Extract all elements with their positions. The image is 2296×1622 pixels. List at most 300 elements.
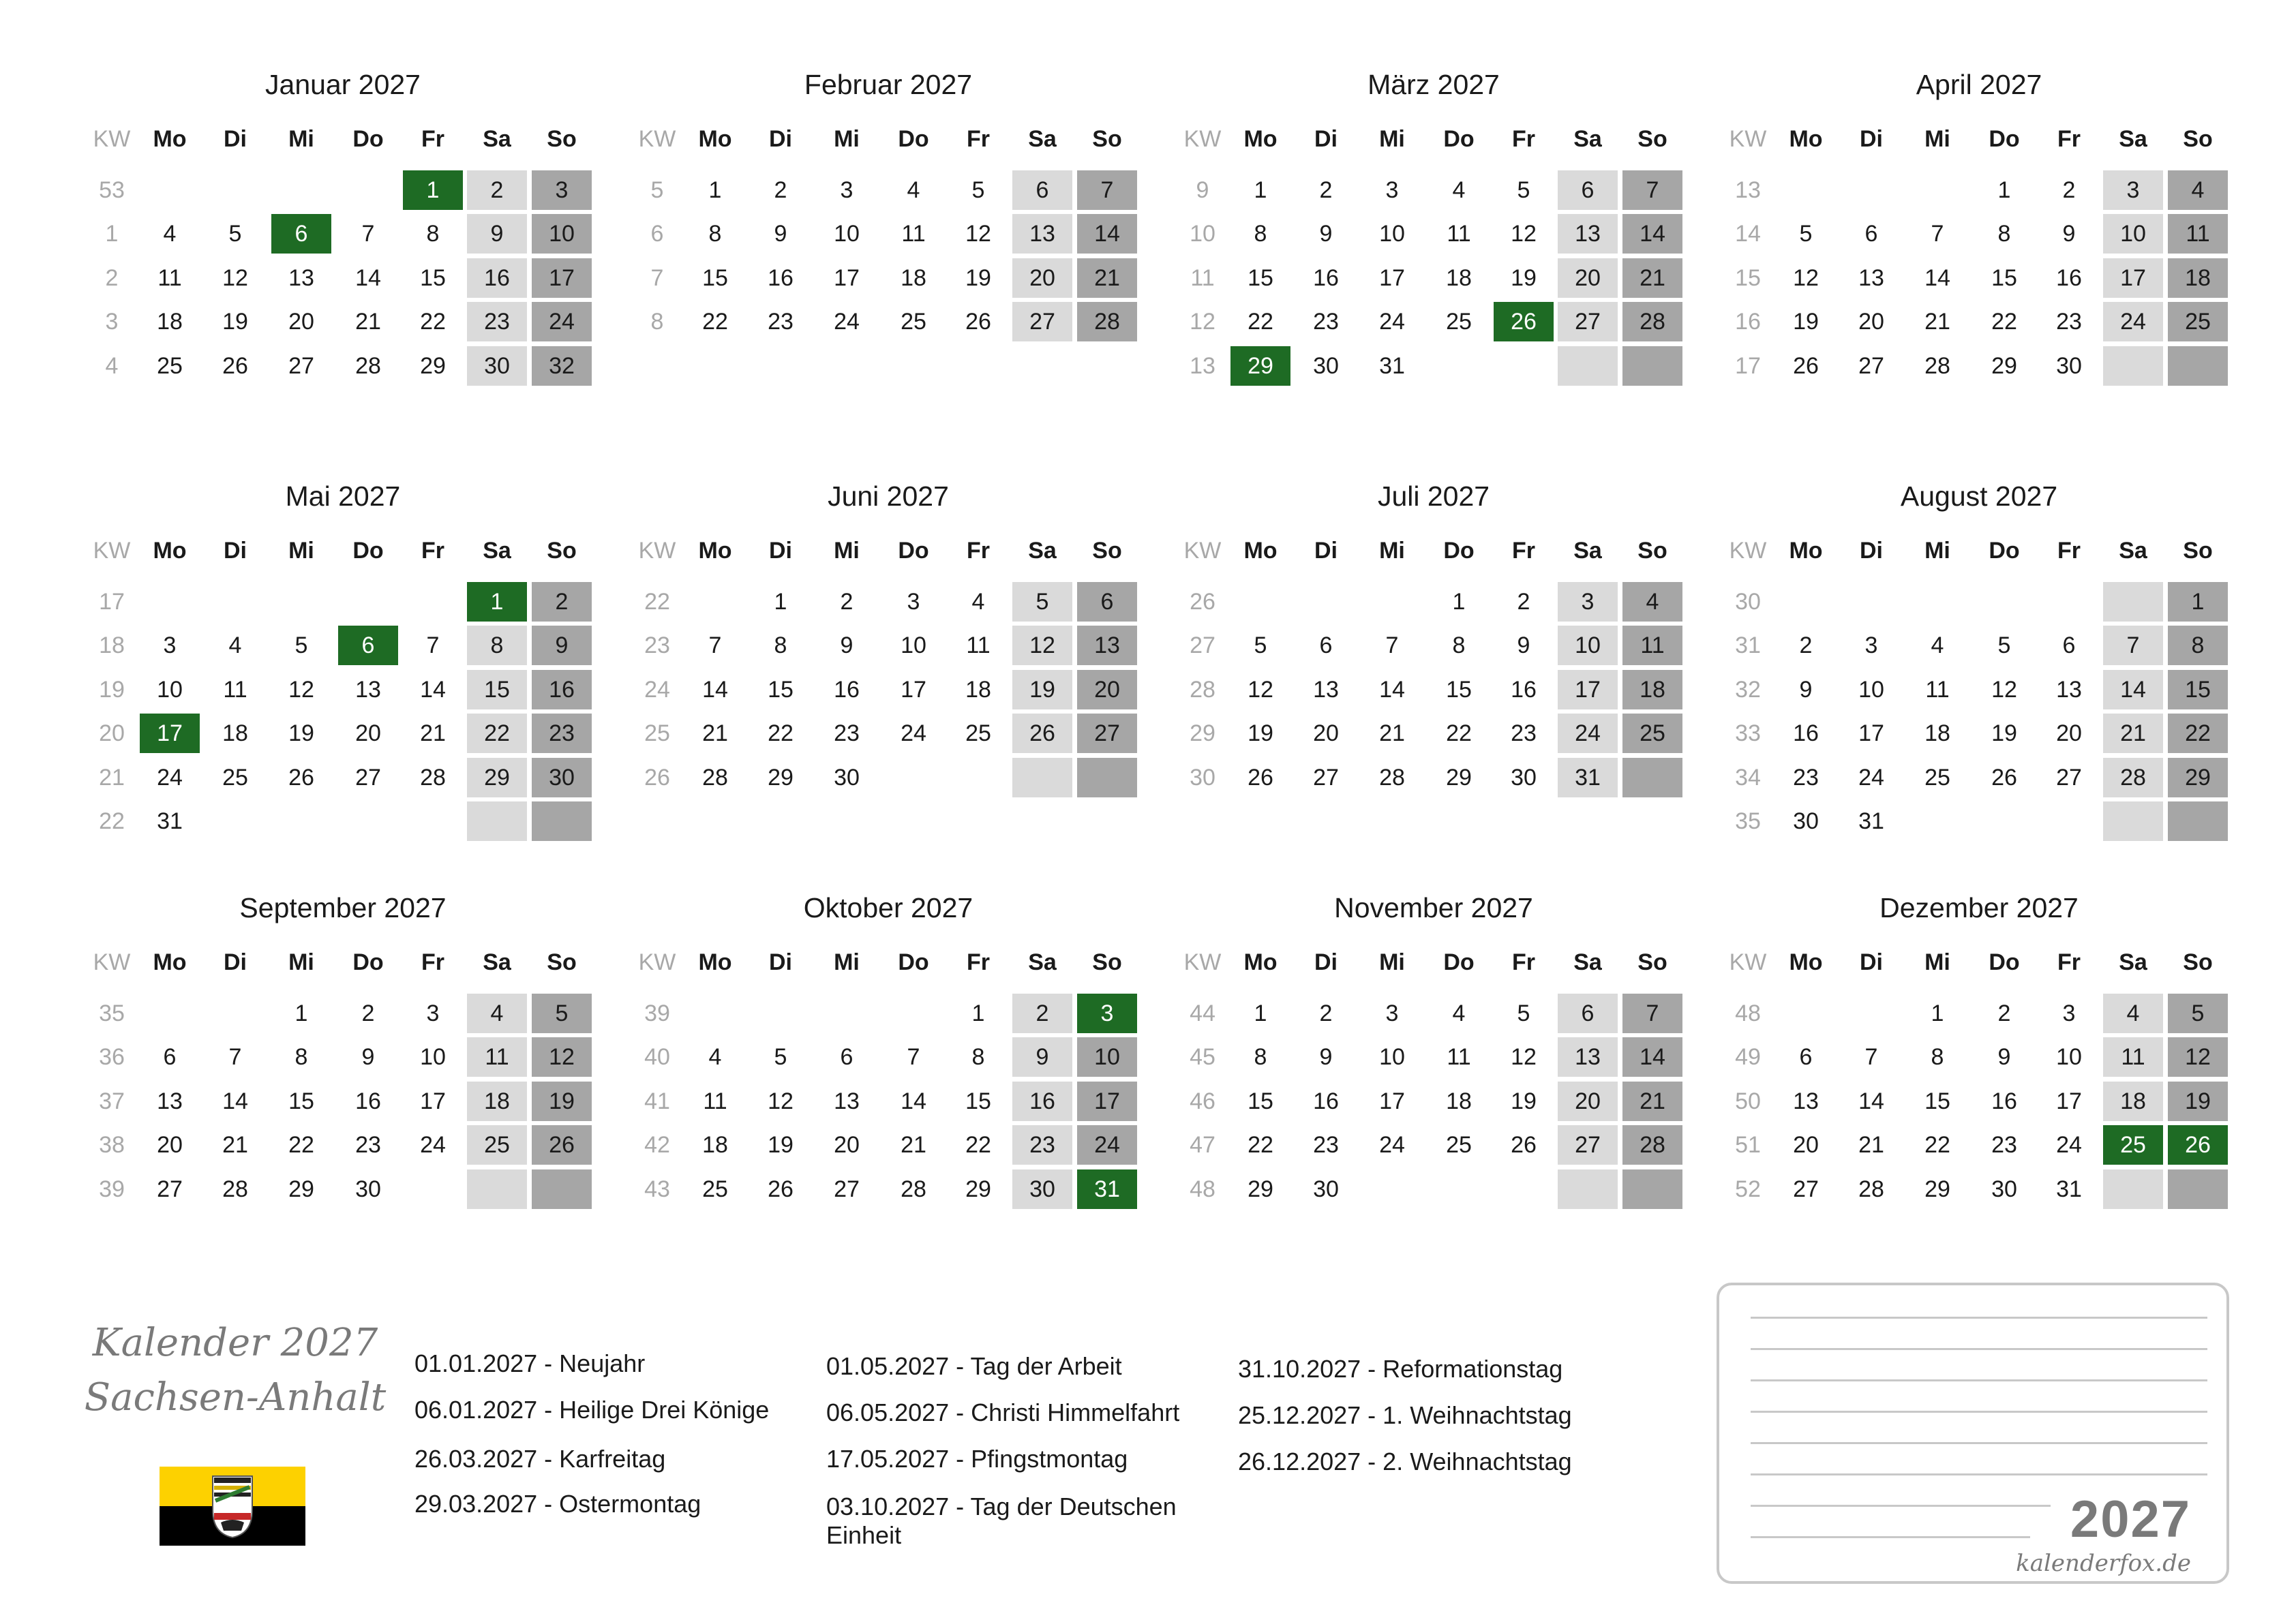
day-cell: 30	[532, 758, 592, 797]
notes-box	[1717, 1283, 2229, 1584]
weekday-header: So	[2183, 538, 2213, 564]
day-cell: 23	[532, 714, 592, 753]
weekday-header: Sa	[2119, 538, 2147, 564]
day-cell: 26	[532, 1125, 592, 1165]
day-cell: 18	[1924, 720, 1950, 747]
day-cell: 28	[420, 764, 446, 791]
day-cell: 23	[1511, 720, 1537, 747]
day-cell: 23	[1012, 1125, 1072, 1165]
week-number: 2	[105, 264, 119, 291]
day-cell: 22	[768, 720, 794, 747]
day-cell: 17	[1379, 1088, 1405, 1114]
day-cell: 24	[1077, 1125, 1137, 1165]
week-number: 41	[644, 1088, 670, 1114]
week-number: 39	[644, 1000, 670, 1026]
day-cell: 20	[1558, 1082, 1618, 1121]
holiday-item: 26.12.2027 - 2. Weihnachtstag	[1238, 1448, 1572, 1475]
weekday-header: Di	[769, 126, 792, 152]
week-number-header: KW	[93, 538, 131, 564]
day-cell: 21	[2103, 714, 2163, 753]
day-cell: 28	[702, 764, 728, 791]
day-cell: 6	[1319, 632, 1333, 659]
day-cell: 16	[1991, 1088, 2017, 1114]
day-cell: 21	[1379, 720, 1405, 747]
day-cell: 9	[532, 626, 592, 665]
weekday-header: Mi	[834, 126, 860, 152]
day-cell: 29	[1248, 1176, 1273, 1202]
weekday-header: Mi	[1924, 538, 1950, 564]
day-cell: 24	[1858, 764, 1884, 791]
week-number-header: KW	[1183, 538, 1222, 564]
day-cell: 17	[1379, 264, 1405, 291]
day-cell: 21	[1077, 258, 1137, 298]
day-cell: 18	[1446, 264, 1472, 291]
day-cell: 23	[768, 309, 794, 335]
week-number-header: KW	[1729, 949, 1767, 975]
day-cell: 27	[1793, 1176, 1819, 1202]
day-cell: 29	[1924, 1176, 1950, 1202]
day-cell: 9	[840, 632, 854, 659]
day-cell: 24	[532, 302, 592, 341]
week-number: 3	[105, 309, 119, 335]
day-cell: 14	[420, 676, 446, 703]
note-line	[1751, 1442, 2207, 1444]
month-block	[1717, 477, 2241, 859]
day-cell: 8	[708, 221, 722, 247]
week-number: 18	[99, 632, 125, 659]
day-cell: 3	[2062, 1000, 2076, 1026]
note-site: kalenderfox.de	[2016, 1550, 2191, 1577]
day-cell: 28	[355, 352, 381, 379]
day-cell: 26	[288, 764, 314, 791]
day-cell: 12	[1511, 1044, 1537, 1071]
month-title: Dezember 2027	[1879, 892, 2079, 923]
day-cell: 10	[2103, 214, 2163, 254]
day-cell: 1	[1254, 1000, 1267, 1026]
day-cell: 21	[1622, 1082, 1682, 1121]
day-cell: 3	[1385, 1000, 1399, 1026]
day-cell: 28	[1622, 1125, 1682, 1165]
weekday-header: Mi	[288, 538, 314, 564]
day-cell: 3	[1558, 582, 1618, 622]
calendar-title-line1: Kalender 2027	[92, 1321, 378, 1365]
weekday-header: Fr	[421, 949, 444, 975]
weekday-header: Sa	[483, 949, 511, 975]
holiday-item: 06.05.2027 - Christi Himmelfahrt	[826, 1398, 1180, 1426]
day-cell: 2	[2062, 177, 2076, 203]
day-cell: 21	[222, 1132, 248, 1159]
day-cell: 24	[1379, 309, 1405, 335]
day-cell: 7	[1077, 170, 1137, 210]
day-cell: 10	[2056, 1044, 2082, 1071]
month-title: Januar 2027	[265, 69, 421, 100]
weekday-header: Mo	[153, 126, 187, 152]
day-cell: 5	[532, 994, 592, 1033]
day-cell: 17	[1077, 1082, 1137, 1121]
footer	[0, 1227, 2296, 1622]
day-cell: 9	[774, 221, 787, 247]
day-cell: 14	[222, 1088, 248, 1114]
day-cell: 13	[1558, 1037, 1618, 1077]
day-cell: 21	[1622, 258, 1682, 298]
day-cell: 24	[420, 1132, 446, 1159]
weekday-header: So	[1637, 126, 1667, 152]
week-number: 15	[1735, 264, 1761, 291]
day-cell: 2	[1517, 589, 1530, 615]
weekday-header: Mi	[1924, 126, 1950, 152]
day-cell: 15	[2168, 670, 2228, 709]
day-cell: 12	[1511, 221, 1537, 247]
weekday-header: Fr	[1512, 538, 1535, 564]
day-cell: 5	[774, 1044, 787, 1071]
day-cell: 2	[1799, 632, 1813, 659]
week-number: 8	[650, 309, 664, 335]
day-cell: 31	[1858, 808, 1884, 834]
week-number: 34	[1735, 764, 1761, 791]
day-cell: 13	[834, 1088, 860, 1114]
day-cell: 23	[2056, 309, 2082, 335]
day-cell: 4	[708, 1044, 722, 1071]
day-cell: 11	[901, 221, 926, 247]
day-cell: 12	[965, 221, 991, 247]
sachsen-anhalt-flag-icon	[160, 1467, 305, 1546]
weekday-header: Sa	[2119, 126, 2147, 152]
week-number: 49	[1735, 1044, 1761, 1071]
weekday-header: Do	[352, 126, 384, 152]
day-cell: 29	[1446, 764, 1472, 791]
month-title: Oktober 2027	[803, 892, 973, 923]
day-cell: 23	[467, 302, 527, 341]
day-cell: 22	[420, 309, 446, 335]
day-cell: 7	[1622, 994, 1682, 1033]
day-cell: 22	[702, 309, 728, 335]
day-cell: 20	[834, 1132, 860, 1159]
week-number: 37	[99, 1088, 125, 1114]
week-number: 13	[1190, 352, 1215, 379]
weekday-header: So	[1092, 538, 1122, 564]
day-cell: 6	[163, 1044, 177, 1071]
day-cell: 14	[1379, 676, 1405, 703]
week-number: 1	[105, 221, 119, 247]
week-number: 26	[644, 764, 670, 791]
day-cell: 5	[971, 177, 985, 203]
day-cell: 2	[1997, 1000, 2011, 1026]
day-cell: 17	[420, 1088, 446, 1114]
empty-day-cell	[2103, 1169, 2163, 1209]
week-number: 27	[1190, 632, 1215, 659]
week-number: 14	[1735, 221, 1761, 247]
day-cell: 19	[1793, 309, 1819, 335]
day-cell: 10	[532, 214, 592, 254]
month-block	[1171, 477, 1696, 859]
empty-day-cell	[1558, 346, 1618, 386]
note-line	[1751, 1505, 2051, 1507]
day-cell: 28	[1622, 302, 1682, 341]
week-number: 12	[1190, 309, 1215, 335]
day-cell: 16	[834, 676, 860, 703]
week-number: 28	[1190, 676, 1215, 703]
day-cell: 14	[702, 676, 728, 703]
weekday-header: Sa	[1028, 949, 1057, 975]
day-cell: 3	[1864, 632, 1878, 659]
day-cell: 8	[1452, 632, 1466, 659]
day-cell: 20	[1313, 720, 1339, 747]
week-number: 42	[644, 1132, 670, 1159]
day-cell: 22	[467, 714, 527, 753]
note-year: 2027	[2070, 1490, 2191, 1548]
day-cell: 28	[1379, 764, 1405, 791]
month-block	[1717, 65, 2241, 447]
day-cell: 8	[1254, 1044, 1267, 1071]
day-cell: 30	[1313, 352, 1339, 379]
day-cell: 16	[355, 1088, 381, 1114]
day-cell: 2	[361, 1000, 375, 1026]
week-number: 35	[1735, 808, 1761, 834]
weekday-header: Fr	[1512, 126, 1535, 152]
day-cell: 18	[2103, 1082, 2163, 1121]
day-cell: 19	[222, 309, 248, 335]
day-cell: 19	[1991, 720, 2017, 747]
week-number: 7	[650, 264, 664, 291]
day-cell: 31	[2056, 1176, 2082, 1202]
weekday-header: Do	[1989, 126, 2020, 152]
day-cell: 20	[1793, 1132, 1819, 1159]
calendar-title-line2: Sachsen-Anhalt	[84, 1375, 387, 1420]
day-cell: 26	[2168, 1125, 2228, 1165]
week-number-header: KW	[1183, 949, 1222, 975]
day-cell: 21	[1924, 309, 1950, 335]
weekday-header: Mi	[1379, 949, 1405, 975]
day-cell: 19	[1012, 670, 1072, 709]
week-number: 43	[644, 1176, 670, 1202]
day-cell: 6	[1864, 221, 1878, 247]
weekday-header: Fr	[967, 538, 990, 564]
day-cell: 20	[1558, 258, 1618, 298]
month-block	[1171, 889, 1696, 1270]
weekday-header: Di	[1314, 949, 1338, 975]
week-number-header: KW	[638, 126, 676, 152]
day-cell: 3	[840, 177, 854, 203]
week-number: 47	[1190, 1132, 1215, 1159]
weekday-header: So	[1092, 126, 1122, 152]
day-cell: 11	[2168, 214, 2228, 254]
day-cell: 30	[1793, 808, 1819, 834]
day-cell: 22	[1924, 1132, 1950, 1159]
weekday-header: Do	[1989, 949, 2020, 975]
day-cell: 15	[467, 670, 527, 709]
day-cell: 29	[288, 1176, 314, 1202]
day-cell: 26	[1793, 352, 1819, 379]
week-number: 16	[1735, 309, 1761, 335]
day-cell: 8	[1997, 221, 2011, 247]
day-cell: 22	[1248, 309, 1273, 335]
day-cell: 2	[467, 170, 527, 210]
holiday-item: 03.10.2027 - Tag der Deutschen Einheit	[826, 1493, 1177, 1549]
empty-day-cell	[1012, 758, 1072, 797]
weekday-header: Sa	[1028, 126, 1057, 152]
day-cell: 9	[1319, 1044, 1333, 1071]
day-cell: 1	[403, 170, 463, 210]
day-cell: 27	[157, 1176, 183, 1202]
day-cell: 17	[1858, 720, 1884, 747]
week-number: 48	[1735, 1000, 1761, 1026]
day-cell: 3	[1077, 994, 1137, 1033]
day-cell: 10	[1077, 1037, 1137, 1077]
day-cell: 5	[1517, 177, 1530, 203]
week-number: 17	[1735, 352, 1761, 379]
day-cell: 13	[2056, 676, 2082, 703]
month-title: Juni 2027	[828, 480, 949, 512]
weekday-header: Sa	[483, 538, 511, 564]
weekday-header: So	[2183, 949, 2213, 975]
week-number-header: KW	[1729, 126, 1767, 152]
day-cell: 27	[1558, 1125, 1618, 1165]
empty-day-cell	[1622, 1169, 1682, 1209]
empty-day-cell	[532, 1169, 592, 1209]
day-cell: 6	[1558, 170, 1618, 210]
day-cell: 16	[1012, 1082, 1072, 1121]
weekday-header: Do	[898, 126, 929, 152]
day-cell: 4	[1931, 632, 1944, 659]
month-title: April 2027	[1916, 69, 2042, 100]
day-cell: 4	[2168, 170, 2228, 210]
week-number: 26	[1190, 589, 1215, 615]
day-cell: 17	[2056, 1088, 2082, 1114]
day-cell: 31	[1379, 352, 1405, 379]
week-number: 22	[644, 589, 670, 615]
day-cell: 5	[1799, 221, 1813, 247]
day-cell: 9	[1517, 632, 1530, 659]
day-cell: 9	[467, 214, 527, 254]
weekday-header: Sa	[2119, 949, 2147, 975]
day-cell: 8	[774, 632, 787, 659]
weekday-header: Fr	[967, 949, 990, 975]
day-cell: 4	[2103, 994, 2163, 1033]
day-cell: 20	[1858, 309, 1884, 335]
day-cell: 25	[702, 1176, 728, 1202]
day-cell: 25	[2103, 1125, 2163, 1165]
day-cell: 31	[1558, 758, 1618, 797]
weekday-header: Mi	[1379, 538, 1405, 564]
day-cell: 25	[1924, 764, 1950, 791]
month-title: November 2027	[1334, 892, 1533, 923]
week-number: 25	[644, 720, 670, 747]
weekday-header: Fr	[421, 538, 444, 564]
day-cell: 11	[1447, 221, 1471, 247]
day-cell: 5	[1997, 632, 2011, 659]
empty-day-cell	[2103, 582, 2163, 622]
day-cell: 3	[2103, 170, 2163, 210]
day-cell: 27	[1858, 352, 1884, 379]
day-cell: 30	[1511, 764, 1537, 791]
weekday-header: So	[1637, 949, 1667, 975]
day-cell: 21	[702, 720, 728, 747]
weekday-header: Di	[1860, 126, 1883, 152]
day-cell: 15	[1924, 1088, 1950, 1114]
weekday-header: Mi	[1379, 126, 1405, 152]
day-cell: 8	[426, 221, 440, 247]
week-number: 17	[99, 589, 125, 615]
weekday-header: So	[547, 538, 577, 564]
day-cell: 26	[222, 352, 248, 379]
weekday-header: Do	[1443, 949, 1475, 975]
weekday-header: Fr	[2057, 538, 2081, 564]
month-title: März 2027	[1368, 69, 1500, 100]
day-cell: 16	[1313, 1088, 1339, 1114]
day-cell: 2	[1319, 177, 1333, 203]
day-cell: 1	[971, 1000, 985, 1026]
day-cell: 14	[1622, 214, 1682, 254]
day-cell: 12	[1012, 626, 1072, 665]
day-cell: 29	[420, 352, 446, 379]
day-cell: 23	[1313, 1132, 1339, 1159]
day-cell: 6	[1077, 582, 1137, 622]
day-cell: 6	[1799, 1044, 1813, 1071]
day-cell: 18	[965, 676, 991, 703]
note-line	[1751, 1379, 2207, 1381]
day-cell: 8	[1931, 1044, 1944, 1071]
day-cell: 16	[1313, 264, 1339, 291]
week-number-header: KW	[638, 949, 676, 975]
day-cell: 18	[1446, 1088, 1472, 1114]
day-cell: 17	[1558, 670, 1618, 709]
day-cell: 18	[2168, 258, 2228, 298]
month-title: Februar 2027	[804, 69, 973, 100]
weekday-header: Fr	[967, 126, 990, 152]
weekday-header: Do	[898, 949, 929, 975]
day-cell: 19	[768, 1132, 794, 1159]
week-number: 30	[1735, 589, 1761, 615]
day-cell: 15	[1248, 264, 1273, 291]
empty-day-cell	[2168, 346, 2228, 386]
day-cell: 19	[965, 264, 991, 291]
day-cell: 7	[1931, 221, 1944, 247]
day-cell: 17	[140, 714, 200, 753]
day-cell: 11	[1925, 676, 1950, 703]
day-cell: 16	[532, 670, 592, 709]
holiday-item: 31.10.2027 - Reformationstag	[1238, 1355, 1563, 1383]
day-cell: 19	[1511, 264, 1537, 291]
empty-day-cell	[2168, 1169, 2228, 1209]
empty-day-cell	[467, 801, 527, 841]
day-cell: 4	[228, 632, 242, 659]
note-line	[1751, 1411, 2207, 1413]
day-cell: 30	[834, 764, 860, 791]
weekday-header: Do	[352, 949, 384, 975]
day-cell: 15	[1248, 1088, 1273, 1114]
weekday-header: Mo	[1243, 538, 1278, 564]
weekday-header: Mo	[698, 126, 732, 152]
day-cell: 28	[222, 1176, 248, 1202]
day-cell: 11	[467, 1037, 527, 1077]
day-cell: 6	[2062, 632, 2076, 659]
day-cell: 23	[1793, 764, 1819, 791]
holiday-item: 01.05.2027 - Tag der Arbeit	[826, 1352, 1122, 1380]
day-cell: 6	[1012, 170, 1072, 210]
day-cell: 25	[467, 1125, 527, 1165]
week-number: 9	[1196, 177, 1209, 203]
day-cell: 11	[223, 676, 247, 703]
day-cell: 11	[1622, 626, 1682, 665]
day-cell: 21	[355, 309, 381, 335]
day-cell: 9	[1799, 676, 1813, 703]
day-cell: 22	[2168, 714, 2228, 753]
day-cell: 25	[965, 720, 991, 747]
day-cell: 2	[774, 177, 787, 203]
day-cell: 12	[768, 1088, 794, 1114]
note-line	[1751, 1348, 2207, 1350]
day-cell: 4	[1452, 177, 1466, 203]
